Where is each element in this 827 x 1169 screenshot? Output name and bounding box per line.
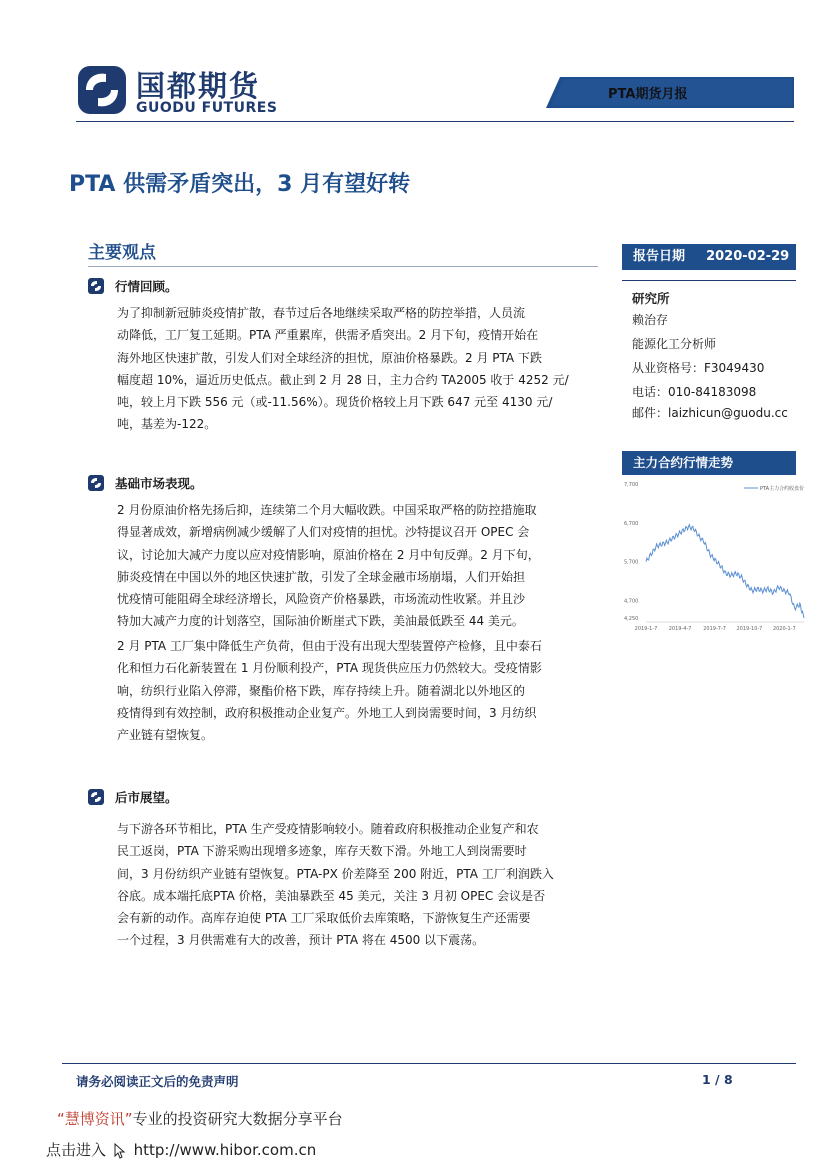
- report-date-box: [622, 244, 796, 270]
- y-tick-label: 7,700: [624, 482, 639, 488]
- logo-english-name: GUODU FUTURES: [136, 100, 278, 116]
- watermark-link-prefix: 点击进入: [46, 1141, 107, 1159]
- sidebar-divider: [622, 280, 796, 281]
- main-contract-price-chart: [622, 478, 806, 638]
- x-tick-label: 2019-4-7: [668, 626, 692, 632]
- chart-heading: 主力合约行情走势: [633, 455, 734, 470]
- report-date-value: 2020-02-29: [706, 249, 790, 264]
- y-tick-label: 6,700: [624, 520, 639, 527]
- analyst-name: 赖治存: [632, 313, 669, 327]
- x-tick-label: 2019-10-7: [736, 626, 763, 632]
- paragraph-line: 忧疫情可能阻碍全球经济增长，风险资产价格暴跌，市场流动性收紧。并且沙: [117, 592, 526, 607]
- fundamentals-paragraph-2: [117, 635, 599, 746]
- paragraph-line: 化和恒力石化新装置在 1 月份顺利投产，PTA 现货供应压力仍然较大。受疫情影: [117, 661, 542, 676]
- header-divider: [76, 121, 794, 122]
- report-title: PTA 供需矛盾突出，3 月有望好转: [69, 172, 411, 197]
- section-heading-text: 后市展望。: [115, 790, 178, 805]
- section-bullet-icon: [88, 278, 104, 294]
- price-series-line: [646, 525, 804, 618]
- paragraph-line: 间，3 月份纺织产业链有望恢复。PTA-PX 价差降至 200 附近，PTA 工厂利润跌入: [117, 866, 554, 881]
- watermark-url[interactable]: http://www.hibor.com.cn: [133, 1141, 317, 1159]
- paragraph-line: 幅度超 10%，逼近历史低点。截止到 2 月 28 日，主力合约 TA2005 收于 4252 元/: [117, 372, 569, 387]
- y-tick-label: 4,250: [624, 616, 639, 622]
- chart-heading-box: [622, 451, 796, 475]
- paragraph-line: 2 月 PTA 工厂集中降低生产负荷，但由于没有出现大型装置停产检修，且中泰石: [117, 639, 542, 653]
- main-points-heading: 主要观点: [88, 243, 156, 263]
- pointer-cursor-icon: [113, 1143, 127, 1159]
- report-type-banner: [546, 77, 794, 108]
- paragraph-line: 民工返岗，PTA 下游采购出现增多迹象，库存天数下滑。外地工人到岗需要时: [117, 844, 527, 859]
- paragraph-line: 一个过程，3 月供需难有大的改善，预计 PTA 将在 4500 以下震荡。: [117, 933, 485, 948]
- company-logo: [76, 64, 276, 120]
- watermark-quote-close: ”: [124, 1110, 133, 1128]
- paragraph-line: 2 月份原油价格先扬后抑，连续第二个月大幅收跌。中国采取严格的防控措施取: [117, 503, 537, 517]
- footer-divider: [62, 1063, 796, 1064]
- section-bullet-icon: [88, 475, 104, 491]
- paragraph-line: 会有新的动作。高库存迫使 PTA 工厂采取低价去库策略，下游恢复生产还需要: [117, 911, 531, 926]
- paragraph-line: 产业链有望恢复。: [117, 728, 214, 743]
- y-tick-label: 5,700: [624, 559, 639, 566]
- paragraph-line: 为了抑制新冠肺炎疫情扩散，春节过后各地继续采取严格的防控举措，人员流: [117, 306, 526, 320]
- main-points-divider: [88, 266, 598, 267]
- page-number: 1 / 8: [702, 1072, 733, 1087]
- disclaimer-notice[interactable]: 请务必阅读正文后的免责声明: [76, 1074, 239, 1089]
- fundamentals-paragraph-1: [117, 499, 599, 633]
- section-bullet-icon: [88, 789, 104, 805]
- paragraph-line: 议，讨论加大减产力度以应对疫情影响，原油价格在 2 月中旬反弹。2 月下旬，: [117, 547, 540, 562]
- section-heading-text: 行情回顾。: [115, 279, 178, 294]
- paragraph-line: 疫情得到有效控制，政府积极推动企业复产。外地工人到岗需要时间，3 月纺织: [117, 705, 537, 720]
- watermark-quote-open: “: [57, 1110, 65, 1128]
- y-tick-label: 4,700: [624, 598, 639, 605]
- watermark-brand: 慧博资讯: [64, 1110, 125, 1128]
- institute-label: 研究所: [632, 291, 670, 306]
- section-outlook-heading: [88, 788, 488, 808]
- analyst-phone: 电话：010-84183098: [632, 385, 757, 399]
- paragraph-line: 海外地区快速扩散，引发人们对全球经济的担忧，原油价格暴跌。2 月 PTA 下跌: [117, 350, 542, 365]
- paragraph-line: 特加大减产力度的计划落空，国际油价断崖式下跌，美油最低跌至 44 美元。: [117, 614, 524, 629]
- section-fundamentals-heading: [88, 474, 488, 494]
- paragraph-line: 吨，较上月下跌 556 元（或-11.56%）。现货价格较上月下跌 647 元至 4130 元/: [117, 395, 553, 410]
- section-market-review-heading: [88, 277, 488, 297]
- x-tick-label: 2019-7-7: [703, 626, 726, 632]
- x-tick-label: 2019-1-7: [634, 626, 658, 632]
- paragraph-line: 得显著成效，新增病例减少缓解了人们对疫情的担忧。沙特提议召开 OPEC 会: [117, 525, 530, 540]
- analyst-license: 从业资格号：F3049430: [632, 361, 765, 375]
- paragraph-line: 与下游各环节相比，PTA 生产受疫情影响较小。随着政府积极推动企业复产和农: [117, 822, 539, 836]
- watermark-tagline: [57, 1108, 343, 1129]
- analyst-email: 邮件：laizhicun@guodu.cc: [632, 406, 788, 420]
- guodu-logo-icon: [76, 64, 128, 116]
- paragraph-line: 响，纺织行业陷入停滞，聚酯价格下跌，库存持续上升。随着湖北以外地区的: [117, 683, 526, 698]
- x-tick-label: 2020-1-7: [772, 626, 796, 632]
- market-review-paragraph: [117, 302, 599, 436]
- watermark-tagline-text: 专业的投资研究大数据分享平台: [132, 1110, 343, 1128]
- legend-label: PTA主力合约收盘价: [760, 486, 805, 492]
- analyst-role: 能源化工分析师: [632, 337, 717, 351]
- report-date-label: 报告日期: [633, 249, 686, 264]
- outlook-paragraph: [117, 818, 599, 952]
- paragraph-line: 肺炎疫情在中国以外的地区快速扩散，引发了全球金融市场崩塌，人们开始担: [117, 569, 526, 584]
- section-heading-text: 基础市场表现。: [115, 476, 203, 491]
- paragraph-line: 吨，基差为-122。: [117, 417, 217, 432]
- logo-chinese-name: 国都期货: [136, 69, 261, 103]
- paragraph-line: 动降低，工厂复工延期。PTA 严重累库，供需矛盾突出。2 月下旬，疫情开始在: [117, 328, 539, 343]
- watermark-link[interactable]: [46, 1139, 316, 1160]
- paragraph-line: 谷底。成本端托底PTA 价格，美油暴跌至 45 美元，关注 3 月初 OPEC 会议是否: [117, 888, 546, 903]
- report-type-label: PTA期货月报: [608, 87, 688, 102]
